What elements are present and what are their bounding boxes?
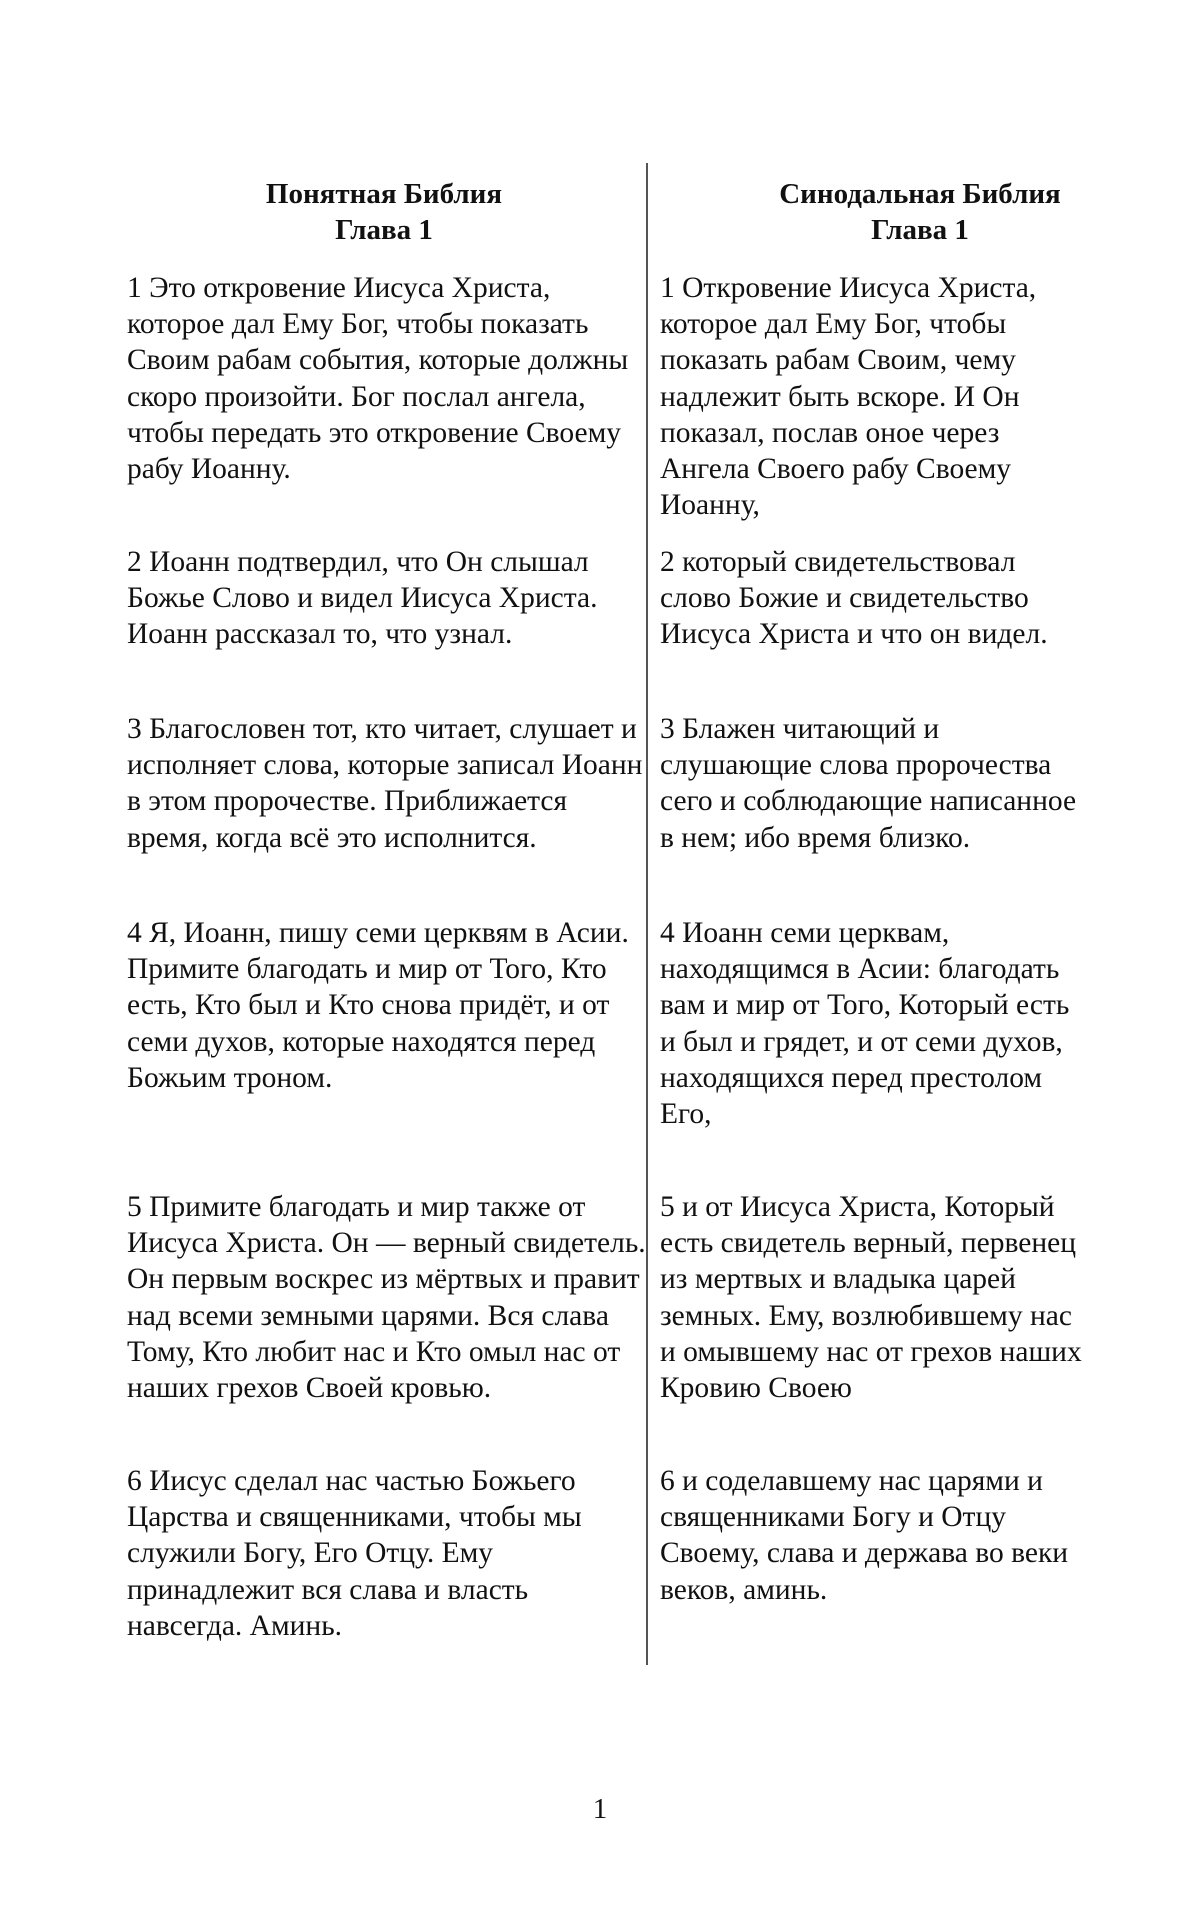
right-column-title: Синодальная Библия — [779, 178, 1061, 210]
right-verse-1: 1 Откровение Иисуса Христа, которое дал Ему Бог, чтобы показать рабам Своим, чему надлежит быть вскоре. И Он показал, послав оное через Ангела Своего рабу Своему Иоанну, — [660, 272, 1037, 522]
right-verse-4: 4 Иоанн семи церквам, находящимся в Асии: благодать вам и мир от Того, Который есть и был и грядет, и от семи духов, находящихся перед престолом Его, — [660, 917, 1070, 1131]
left-verse-6: 6 Иисус сделал нас частью Божьего Царства и священниками, чтобы мы служили Богу, Его Отцу. Ему принадлежит вся слава и власть навсегда. Аминь. — [127, 1465, 582, 1642]
page-number: 1 — [592, 1793, 608, 1825]
right-verse-3: 3 Блажен читающий и слушающие слова пророчества сего и соблюдающие написанное в нем; ибо время близко. — [660, 713, 1077, 854]
left-verse-4: 4 Я, Иоанн, пишу семи церквям в Асии. Примите благодать и мир от Того, Кто есть, Кто был и Кто снова придёт, и от семи духов, которые находятся перед Божьим троном. — [127, 917, 629, 1094]
right-verse-2: 2 который свидетельствовал слово Божие и свидетельство Иисуса Христа и что он видел. — [660, 546, 1048, 651]
left-column-heading — [124, 176, 644, 248]
right-column-chapter: Глава 1 — [871, 214, 969, 246]
left-column-title: Понятная Библия — [265, 178, 503, 210]
left-verse-3: 3 Благословен тот, кто читает, слушает и исполняет слова, которые записал Иоанн в этом пророчестве. Приближается время, когда всё это исполнится. — [127, 713, 643, 854]
right-verse-5: 5 и от Иисуса Христа, Который есть свидетель верный, первенец из мертвых и владыка царей земных. Ему, возлюбившему нас и омывшему нас от грехов наших Кровию Своею — [660, 1191, 1082, 1405]
left-verse-1: 1 Это откровение Иисуса Христа, которое дал Ему Бог, чтобы показать Своим рабам события, которые должны скоро произойти. Бог послал ангела, чтобы передать это откровение Своему рабу Иоанну. — [127, 272, 629, 486]
left-verse-2: 2 Иоанн подтвердил, что Он слышал Божье Слово и видел Иисуса Христа. Иоанн рассказал то, что узнал. — [127, 546, 598, 651]
right-column-heading — [660, 176, 1180, 248]
right-verse-6: 6 и соделавшему нас царями и священниками Богу и Отцу Своему, слава и держава во веки веков, аминь. — [660, 1465, 1069, 1606]
left-column-chapter: Глава 1 — [335, 214, 433, 246]
left-verse-5: 5 Примите благодать и мир также от Иисуса Христа. Он — верный свидетель. Он первым воскрес из мёртвых и правит над всеми земными царями. Вся слава Тому, Кто любит нас и Кто омыл нас от наших грехов Своей кровью. — [127, 1191, 646, 1405]
